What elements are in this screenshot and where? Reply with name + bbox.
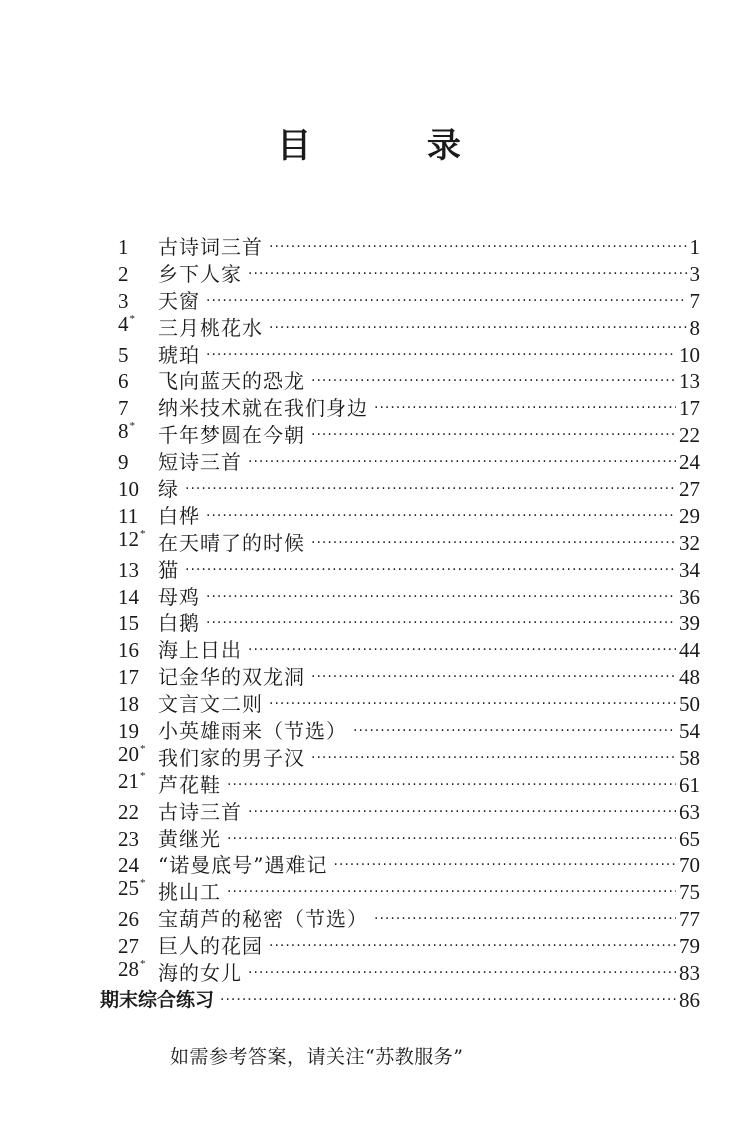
toc-entry[interactable] [118,799,700,826]
leader-dots [183,476,676,503]
toc-entry-number [118,526,158,557]
toc-entry-title: 乡下人家 [158,261,242,286]
toc-entry-title: 天窗 [158,288,200,313]
toc-entry-number [118,799,158,826]
toc-entry-number [118,234,158,261]
toc-entry-number-text: 9 [118,450,129,475]
leader-dots [246,637,676,664]
toc-entry-number-text: 16 [118,638,139,663]
leader-dots [372,906,676,933]
toc-entry[interactable] [118,557,700,584]
toc-entry[interactable] [118,261,700,288]
toc-entry-title: 挑山工 [158,880,221,905]
toc-entry-number-text: 14 [118,584,139,609]
leader-dots [331,852,676,879]
leader-dots [309,530,676,557]
toc-entry-page: 10 [679,342,700,367]
toc-entry-page: 29 [679,503,700,528]
toc-entry-number-text: 21 [118,768,139,793]
toc-entry-number-text: 17 [118,665,139,690]
leader-dots [267,691,676,718]
toc-entry-number [118,342,158,369]
toc-entry-number-text: 4 [118,311,129,336]
toc-entry-number-text: 20 [118,741,139,766]
toc-entry[interactable] [118,957,700,987]
leader-dots [246,960,676,987]
optional-star-mark: * [140,527,146,540]
toc-entry[interactable] [118,526,700,557]
toc-entry-number [118,768,158,799]
toc-entry-page: 83 [679,961,700,986]
toc-entry-number [118,557,158,584]
toc-entry-number-text: 15 [118,611,139,636]
optional-star-mark: * [129,312,135,325]
toc-entry-page: 8 [689,315,700,340]
toc-entry-number-text: 11 [118,503,139,528]
toc-entry-title: 宝葫芦的秘密（节选） [158,907,368,932]
footer-note: 如需参考答案，请关注“苏教服务” [170,1046,464,1068]
toc-entry-number [118,418,158,449]
toc-entry[interactable] [118,637,700,664]
toc-entry-number [118,691,158,718]
toc-entry-number-text: 7 [118,396,129,421]
toc-entry-page: 27 [679,477,700,501]
toc-entry-number [118,637,158,664]
toc-entry[interactable] [118,933,700,960]
toc-entry-title: 纳米技术就在我们身边 [158,396,368,421]
toc-entry[interactable] [118,288,700,315]
page-title: 目 录 [277,126,513,166]
toc-entry[interactable] [118,718,700,745]
leader-dots [204,503,676,530]
toc-entry-title: 小英雄雨来（节选） [158,719,347,744]
toc-entry-page: 77 [679,907,700,932]
toc-entry-number [118,956,158,987]
toc-entry[interactable] [118,876,700,906]
toc-entry-title: 在天晴了的时候 [158,530,305,555]
optional-star-mark: * [140,877,146,890]
toc-entry-page: 32 [679,530,700,555]
toc-entry-number-text: 23 [118,826,139,851]
leader-dots [309,664,676,691]
toc-entry-number [118,311,158,342]
optional-star-mark: * [140,958,146,971]
toc-entry[interactable] [118,449,700,476]
toc-entry-number-text: 28 [118,957,139,982]
toc-entry[interactable] [118,395,700,422]
toc-entry[interactable] [118,826,700,853]
toc-entry-page: 7 [689,288,700,313]
leader-dots [309,422,676,449]
leader-dots [246,261,687,288]
toc-entry[interactable] [118,664,700,691]
toc-entry-page: 58 [679,745,700,770]
toc-entry-page: 48 [679,665,700,690]
toc-entry-title: 猫 [158,557,179,582]
leader-dots [218,987,676,1014]
toc-entry-title: 千年梦圆在今朝 [158,423,305,448]
toc-entry-number [118,449,158,476]
toc-entry[interactable] [118,691,700,718]
toc-entry[interactable] [118,476,700,503]
toc-entry-page: 39 [679,611,700,636]
toc-entry-number-text: 24 [118,853,139,878]
optional-star-mark: * [129,420,135,433]
toc-entry[interactable] [118,342,700,369]
toc-entry-title: 三月桃花水 [158,315,263,340]
leader-dots [204,342,676,369]
toc-entry[interactable] [118,768,700,799]
toc-entry-title: 飞向蓝天的恐龙 [158,369,305,394]
toc-entry-title: 古诗三首 [158,799,242,824]
toc-entry[interactable] [118,906,700,933]
toc-entry-number-text: 22 [118,799,139,824]
optional-star-mark: * [140,742,146,755]
toc-entry-title: 黄继光 [158,826,221,851]
toc-entry[interactable] [118,852,700,879]
toc-entry[interactable] [118,741,700,772]
toc-entry-number-text: 18 [118,692,139,717]
toc-entry-number-text: 13 [118,557,139,582]
toc-entry-title: 绿 [158,477,179,501]
toc-entry[interactable] [118,234,700,261]
toc-entry-page: 75 [679,880,700,905]
toc-entry-number [118,826,158,853]
toc-entry-title: 母鸡 [158,584,200,609]
toc-entry-page: 63 [679,799,700,824]
toc-entry-number-text: 3 [118,288,129,313]
toc-entry-page: 86 [679,987,700,1012]
toc-entry-page: 24 [679,450,700,475]
leader-dots [225,826,676,853]
toc-entry-number-text: 8 [118,419,129,444]
toc-entry-title: 白桦 [158,503,200,528]
toc-entry-page: 70 [679,853,700,878]
toc-entry-page: 17 [679,396,700,421]
toc-entry-title: 记金华的双龙洞 [158,665,305,690]
leader-dots [351,718,676,745]
toc-entry-page: 36 [679,584,700,609]
leader-dots [225,879,676,906]
toc-entry-number [118,610,158,637]
toc-entry-page: 61 [679,772,700,797]
toc-entry-number [118,261,158,288]
toc-entry[interactable] [118,584,700,611]
toc-entry-number-text: 1 [118,234,129,259]
toc-entry[interactable] [118,311,700,342]
toc-entry-number-text: 10 [118,477,139,501]
toc-entry[interactable] [118,503,700,530]
toc-entry-number-text: 26 [118,907,139,932]
leader-dots [246,449,676,476]
toc-entry-title: 琥珀 [158,342,200,367]
leader-dots [267,315,687,342]
leader-dots [267,933,676,960]
leader-dots [225,772,676,799]
leader-dots [204,610,676,637]
toc-entry-number [118,476,158,503]
toc-entry[interactable] [118,610,700,637]
toc-entry-number [118,906,158,933]
toc-entry-title: 短诗三首 [158,450,242,475]
toc-entry[interactable] [118,419,700,449]
leader-dots [309,368,676,395]
toc-entry-title: 芦花鞋 [158,772,221,797]
toc-entry-title: 海上日出 [158,638,242,663]
leader-dots [204,288,687,315]
leader-dots [309,745,676,772]
toc-entry-page: 79 [679,934,700,959]
toc-entry-title: 古诗词三首 [158,234,263,259]
toc-entry-title: “诺曼底号”遇难记 [158,853,328,878]
toc-final-entry[interactable] [100,987,700,1014]
toc-entry-page: 44 [679,638,700,663]
toc-entry-number-text: 12 [118,526,139,551]
toc-entry[interactable] [118,368,700,395]
toc-list [100,234,700,1014]
leader-dots [267,234,687,261]
leader-dots [372,395,676,422]
toc-entry-number-text: 27 [118,934,139,959]
leader-dots [246,799,676,826]
toc-entry-page: 65 [679,826,700,851]
toc-entry-number [118,664,158,691]
optional-star-mark: * [140,769,146,782]
toc-entry-page: 22 [679,423,700,448]
toc-entry-page: 50 [679,692,700,717]
toc-entry-page: 34 [679,557,700,582]
toc-entry-title: 白鹅 [158,611,200,636]
toc-entry-page: 13 [679,369,700,394]
toc-entry-title: 文言文二则 [158,692,263,717]
toc-entry-number [118,875,158,906]
toc-entry-title: 期末综合练习 [100,988,215,1011]
toc-entry-page: 54 [679,719,700,744]
toc-entry-number-text: 6 [118,369,129,394]
toc-entry-number [118,584,158,611]
leader-dots [204,584,676,611]
toc-entry-number-text: 5 [118,342,129,367]
leader-dots [183,557,676,584]
toc-entry-page: 1 [689,234,700,259]
toc-entry-title: 巨人的花园 [158,934,263,959]
toc-entry-page: 3 [689,261,700,286]
toc-entry-title: 海的女儿 [158,961,242,986]
toc-entry-number-text: 25 [118,876,139,901]
toc-entry-number-text: 2 [118,261,129,286]
toc-entry-number-text: 19 [118,719,139,744]
toc-entry-number [118,368,158,395]
toc-entry-title: 我们家的男子汉 [158,745,305,770]
